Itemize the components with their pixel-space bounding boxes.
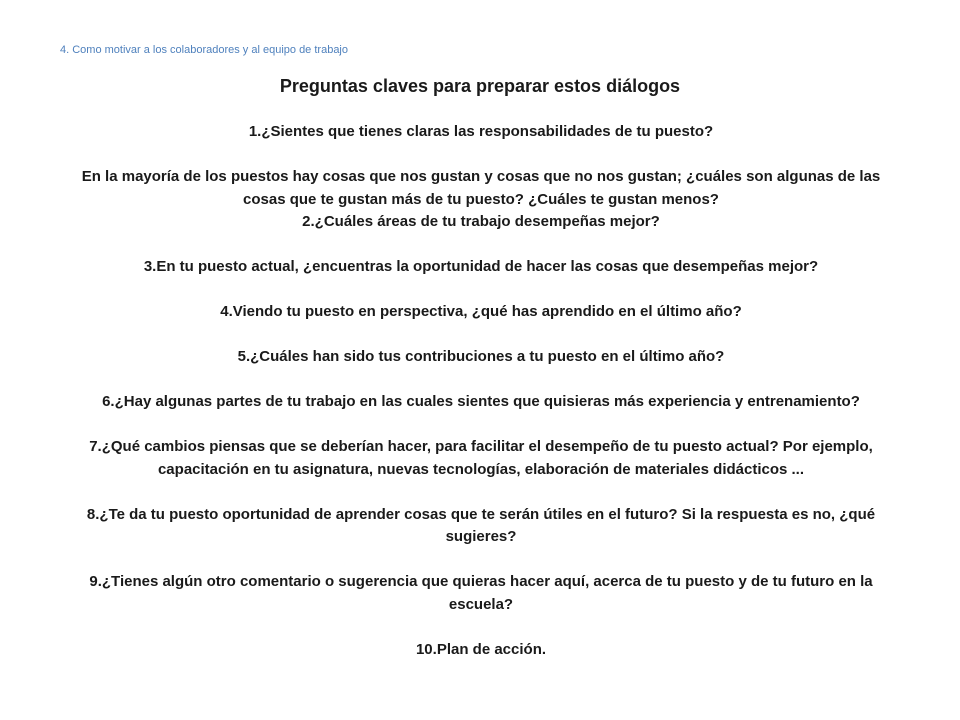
spacer bbox=[76, 279, 886, 302]
question-3: 3.En tu puesto actual, ¿encuentras la oportunidad de hacer las cosas que desempeñas mejor? bbox=[143, 258, 819, 275]
questions-body bbox=[76, 121, 886, 661]
question-10: 10.Plan de acción. bbox=[415, 640, 547, 658]
spacer bbox=[76, 144, 886, 167]
question-6: 6.¿Hay algunas partes de tu trabajo en las cuales sientes que quisieras más experiencia y entrenamiento? bbox=[102, 393, 860, 410]
question-4: 4.Viendo tu puesto en perspectiva, ¿qué has aprendido en el último año? bbox=[220, 303, 742, 320]
slide-title: Preguntas claves para preparar estos diálogos bbox=[279, 76, 681, 96]
question-1: 1.¿Sientes que tienes claras las responsabilidades de tu puesto? bbox=[248, 123, 714, 140]
spacer bbox=[76, 369, 886, 392]
question-9: 9.¿Tienes algún otro comentario o sugerencia que quieras hacer aquí, acerca de tu puesto y de tu futuro en la escuela? bbox=[89, 573, 873, 613]
spacer bbox=[76, 234, 886, 257]
spacer bbox=[76, 481, 886, 504]
intro-paragraph: En la mayoría de los puestos hay cosas que nos gustan y cosas que no nos gustan; ¿cuáles son algunas de las cosas que te gustan más de tu puesto? ¿Cuáles te gustan menos? bbox=[81, 168, 881, 208]
question-2: 2.¿Cuáles áreas de tu trabajo desempeñas mejor? bbox=[302, 213, 660, 230]
spacer bbox=[76, 414, 886, 437]
question-7: 7.¿Qué cambios piensas que se deberían hacer, para facilitar el desempeño de tu puesto actual? Por ejemplo, capacitación en tu asignatura, nuevas tecnologías, elaboración de materiales didácticos ... bbox=[89, 438, 873, 478]
spacer bbox=[76, 324, 886, 347]
spacer bbox=[76, 549, 886, 572]
question-5: 5.¿Cuáles han sido tus contribuciones a tu puesto en el último año? bbox=[237, 348, 725, 365]
breadcrumb: 4. Como motivar a los colaboradores y al equipo de trabajo bbox=[60, 44, 348, 56]
spacer bbox=[76, 616, 886, 639]
question-8: 8.¿Te da tu puesto oportunidad de aprender cosas que te serán útiles en el futuro? Si la respuesta es no, ¿qué sugieres? bbox=[86, 505, 876, 545]
